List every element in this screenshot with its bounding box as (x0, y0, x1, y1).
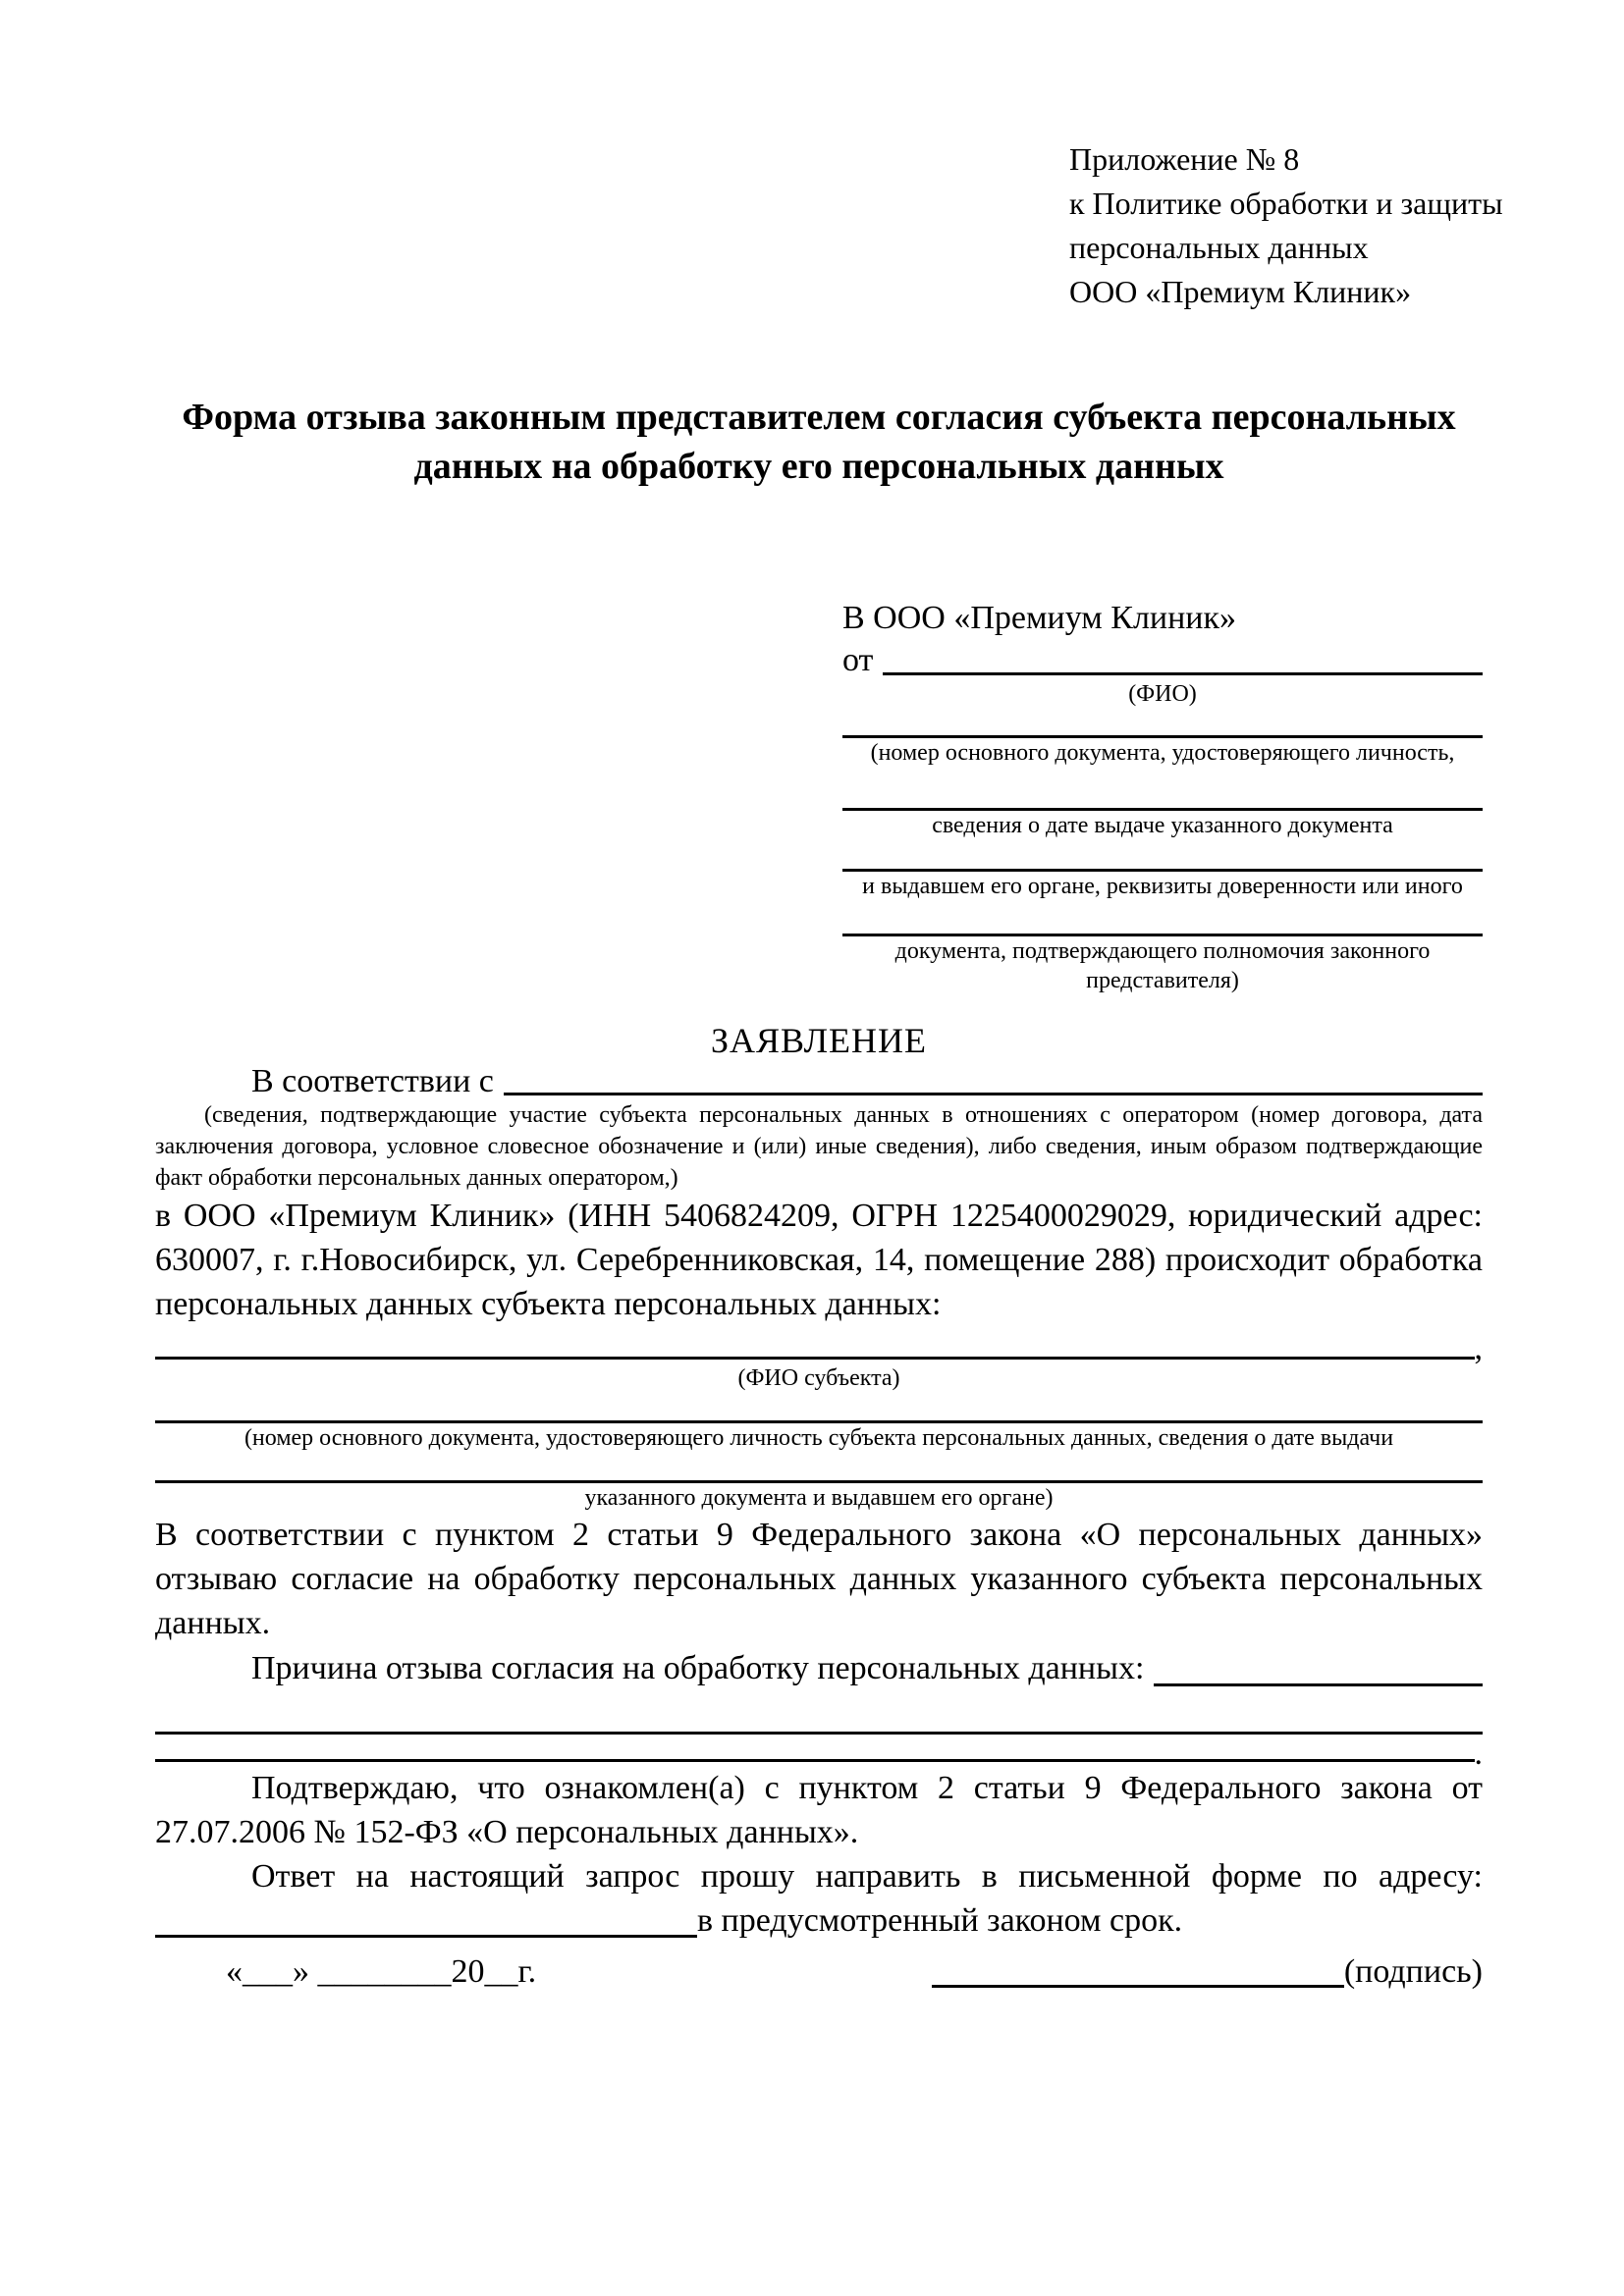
appendix-header (1069, 137, 1503, 314)
blank-period: . (1474, 1735, 1483, 1772)
reason-row (155, 1645, 1483, 1690)
signature-caption: (подпись) (1343, 1953, 1483, 1990)
operator-paragraph: в ООО «Премиум Клиник» (ИНН 5406824209, ОГРН 1225400029029, юридический адрес: 630007, г. г.Новосибирск, ул. Серебренниковская, 14, помещение 288) происходит обработка персональных данных субъекта персональных данных: (155, 1198, 1483, 1322)
doc-caption-2: сведения о дате выдаче указанного документа (932, 813, 1393, 838)
doc-number-blank-line (842, 709, 1483, 738)
reason-blank-line (1154, 1683, 1483, 1686)
addressee-from-row (842, 640, 1483, 679)
from-label: от (842, 642, 874, 678)
reason-prefix: Причина отзыва согласия на обработку персональных данных: (251, 1650, 1145, 1686)
reply-suffix: в предусмотренный законом срок. (697, 1902, 1183, 1939)
doc-authority-blank-line (842, 901, 1483, 936)
fio-blank-line (883, 672, 1483, 675)
reply-address-blank-line (155, 1935, 697, 1938)
intro-blank-line (504, 1093, 1483, 1095)
signature-blank-line (932, 1985, 1344, 1988)
subject-doc-blank-line-1 (155, 1393, 1483, 1423)
fio-caption: (ФИО) (1128, 681, 1197, 707)
doc-issuer-blank-line (842, 840, 1483, 872)
reason-blank-line-2 (155, 1690, 1483, 1735)
subject-comma: , (1474, 1330, 1483, 1366)
doc-date-blank-line (842, 768, 1483, 811)
doc-caption-1: (номер основного документа, удостоверяющего личность, (870, 740, 1455, 766)
withdrawal-paragraph: В соответствии с пунктом 2 статьи 9 Федерального закона «О персональных данных» отзываю согласие на обработку персональных данных указанного субъекта персональных данных. (155, 1517, 1483, 1641)
confirm-paragraph: Подтверждаю, что ознакомлен(а) с пунктом 2 статьи 9 Федерального закона от 27.07.2006 № 152-ФЗ «О персональных данных». (155, 1770, 1483, 1850)
reason-blank-row-3 (155, 1735, 1483, 1772)
reply-address-row (155, 1898, 1483, 1943)
subject-fio-blank-line (155, 1357, 1475, 1360)
statement-body (155, 1019, 1483, 1943)
subject-fio-caption: (ФИО субъекта) (737, 1365, 900, 1391)
reason-blank-line-3 (155, 1759, 1475, 1762)
subject-fio-row (155, 1326, 1483, 1366)
intro-row (155, 1062, 1483, 1099)
intro-caption: (сведения, подтверждающие участие субъекта персональных данных в отношениях с оператором (номер договора, дата заключения договора, условное словесное обозначение и (или) иные сведения), либо сведения, иным образом подтверждающие факт обработки персональных данных оператором,) (155, 1102, 1483, 1191)
intro-prefix: В соответствии с (251, 1063, 494, 1099)
appendix-header-line: Приложение № 8 (1069, 141, 1300, 177)
document-title: Форма отзыва законным представителем согласия субъекта персональных данных на обработку его персональных данных (182, 397, 1456, 487)
addressee-block (842, 597, 1483, 995)
footer-row (155, 1951, 1483, 1993)
appendix-header-line: ООО «Премиум Клиник» (1069, 274, 1412, 309)
reply-prefix-paragraph: Ответ на настоящий запрос прошу направить в письменной форме по адресу: (251, 1858, 1483, 1895)
subject-doc-caption-1: (номер основного документа, удостоверяющего личность субъекта персональных данных, сведения о дате выдачи (244, 1425, 1394, 1451)
doc-caption-3: и выдавшем его органе, реквизиты доверенности или иного (862, 874, 1463, 899)
doc-caption-4: документа, подтверждающего полномочия законного представителя) (894, 938, 1431, 993)
subject-doc-blank-line-2 (155, 1453, 1483, 1483)
subject-doc-caption-2: указанного документа и выдавшем его органе) (584, 1485, 1054, 1511)
addressee-to: В ООО «Премиум Клиник» (842, 600, 1237, 636)
appendix-header-line: персональных данных (1069, 230, 1369, 265)
appendix-header-line: к Политике обработки и защиты (1069, 186, 1503, 221)
statement-heading: ЗАЯВЛЕНИЕ (710, 1021, 928, 1060)
signature-group (932, 1951, 1483, 1993)
date-line: «___» ________20__г. (226, 1953, 537, 1990)
